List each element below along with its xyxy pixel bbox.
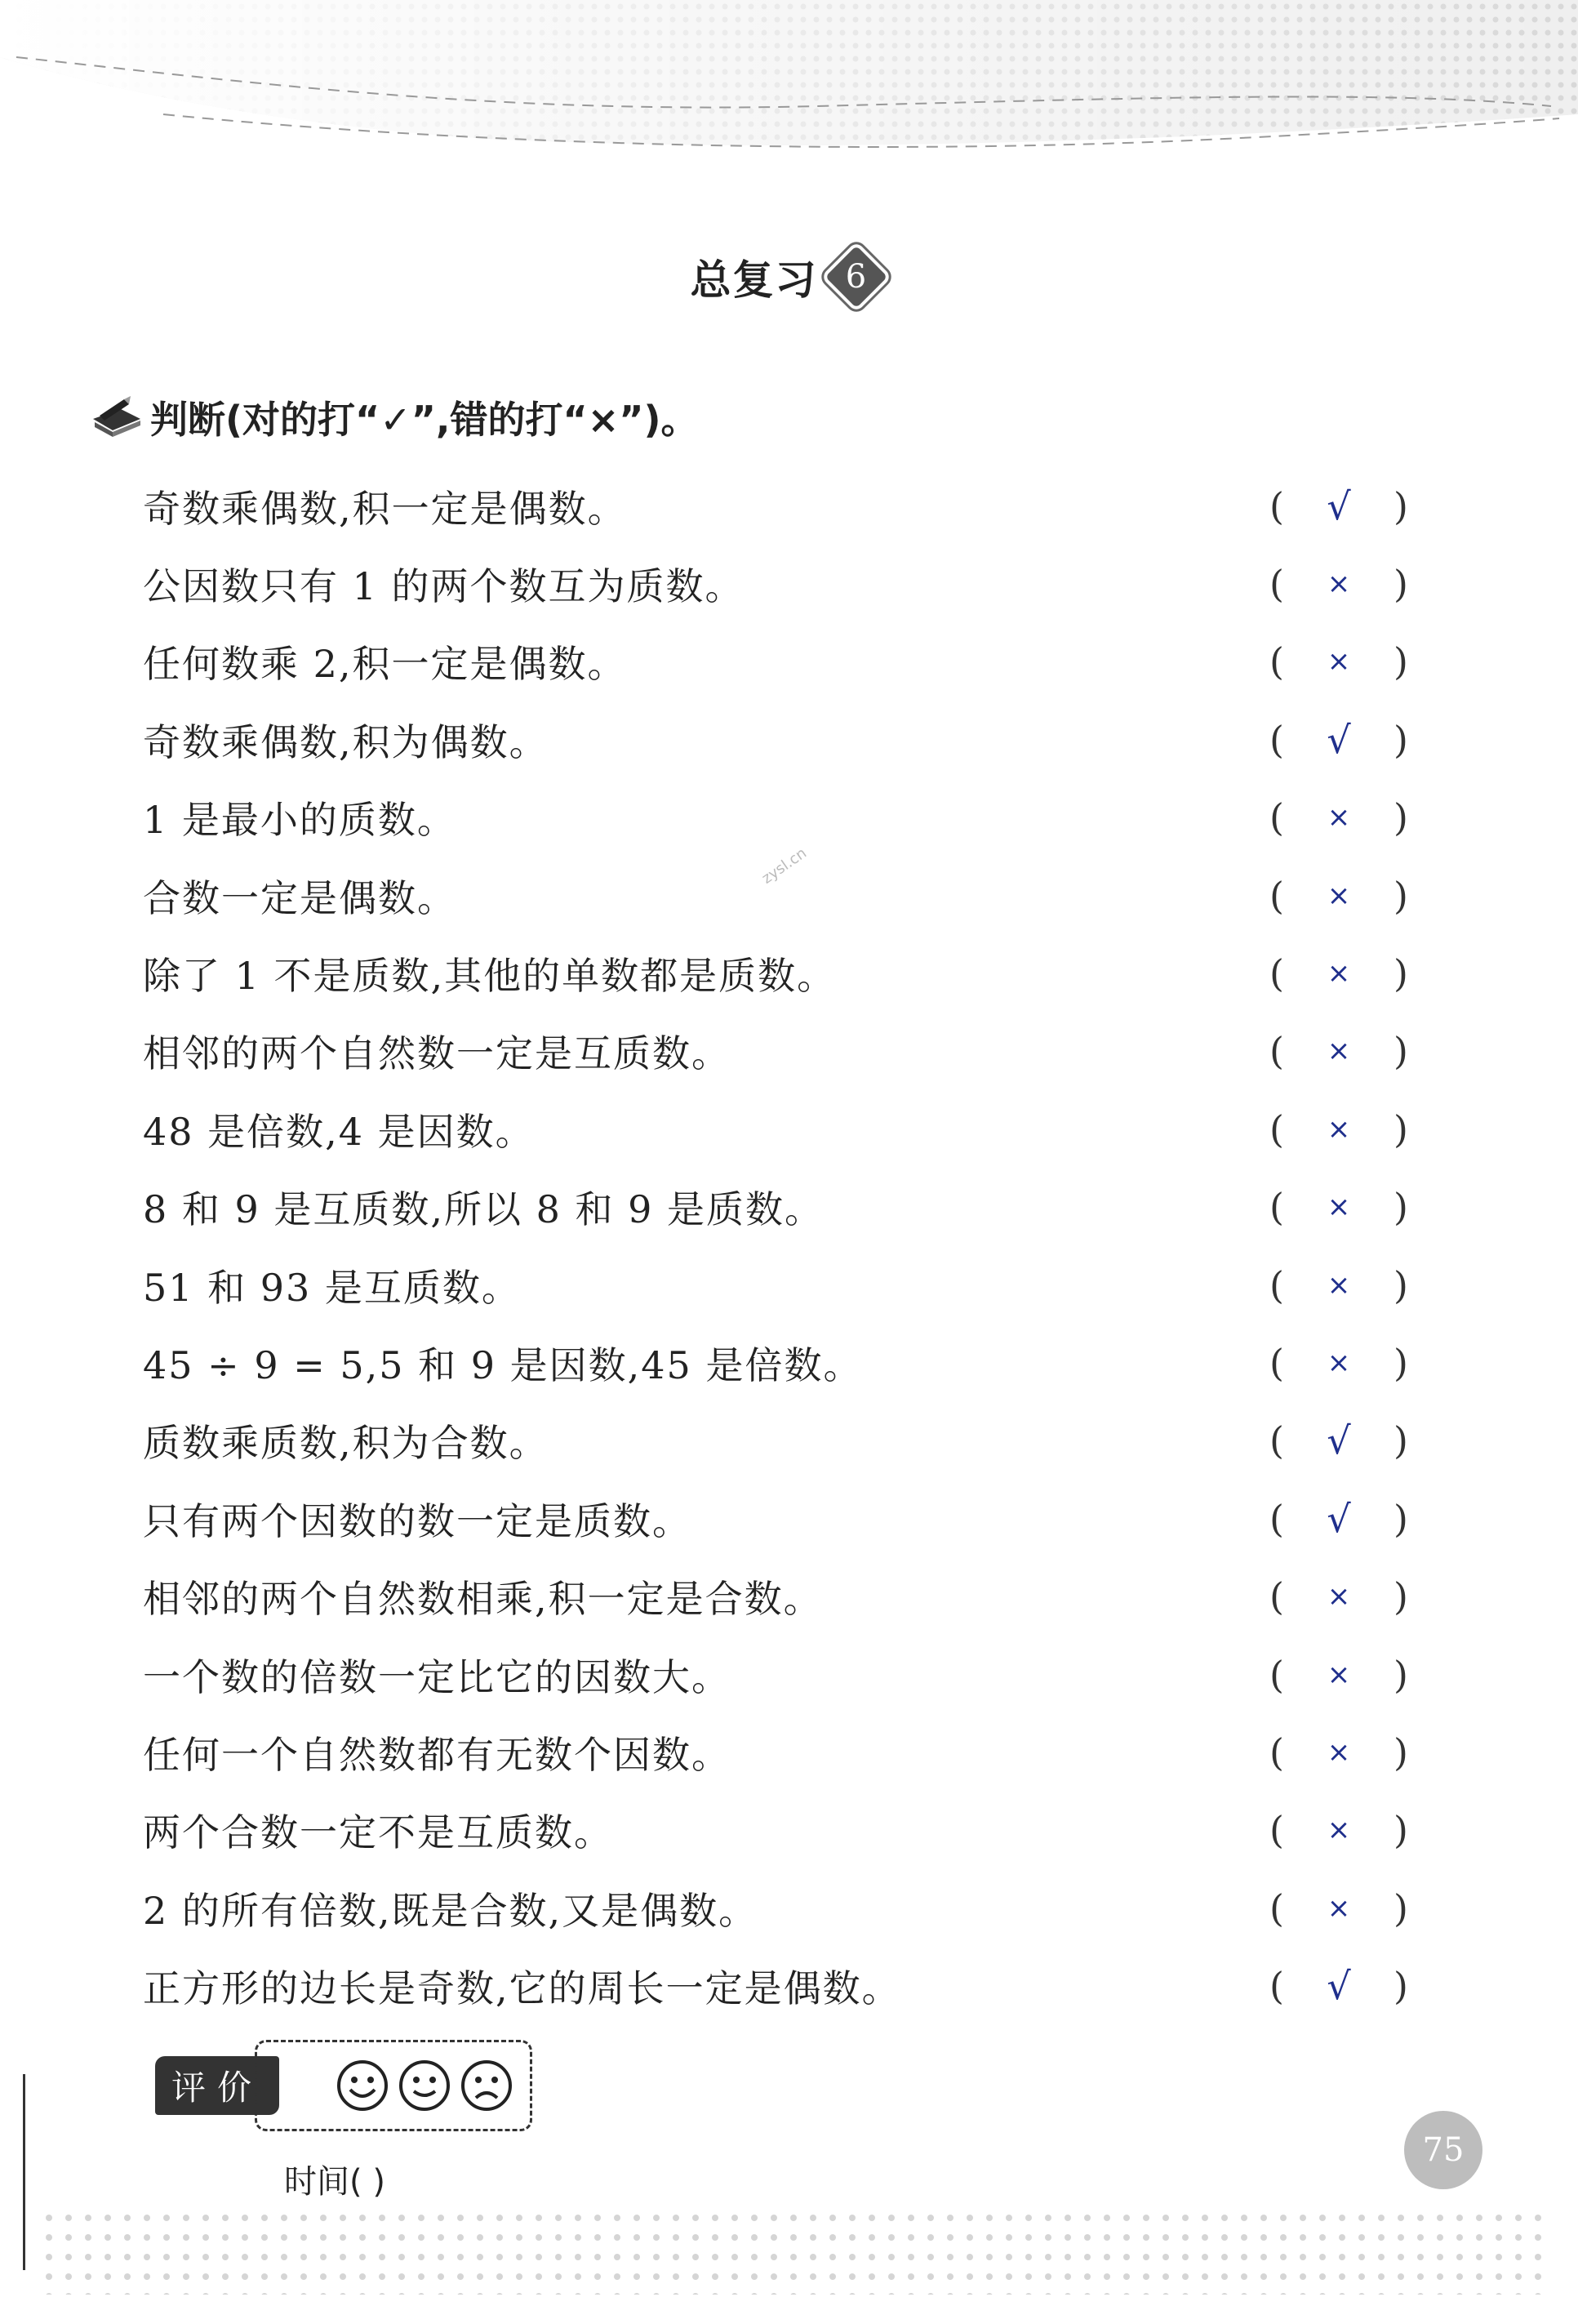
answer-bracket[interactable] (1269, 1713, 1408, 1791)
answer-mark[interactable]: × (1327, 1735, 1351, 1769)
open-paren: ( (1269, 1730, 1284, 1774)
answer-mark[interactable]: × (1327, 1814, 1351, 1847)
statement-text: 8 和 9 是互质数,所以 8 和 9 是质数。 (143, 1187, 825, 1232)
instruction-line (88, 390, 699, 444)
statement-text: 相邻的两个自然数一定是互质数。 (143, 1031, 731, 1076)
close-paren: ) (1394, 1185, 1408, 1230)
answer-mark[interactable]: × (1327, 879, 1351, 912)
close-paren: ) (1394, 1885, 1408, 1930)
open-paren: ( (1269, 717, 1284, 762)
open-paren: ( (1269, 562, 1284, 607)
frown-icon[interactable] (460, 2059, 513, 2113)
open-paren: ( (1269, 1964, 1284, 2009)
statement-text: 相邻的两个自然数相乘,积一定是合数。 (143, 1577, 823, 1622)
close-paren: ) (1394, 1574, 1408, 1619)
answer-bracket[interactable] (1269, 1480, 1408, 1557)
list-item (143, 1713, 1416, 1791)
open-paren: ( (1269, 1885, 1284, 1930)
time-field[interactable]: 时间( ) (284, 2163, 385, 2201)
close-paren: ) (1394, 1340, 1408, 1385)
open-paren: ( (1269, 873, 1284, 918)
close-paren: ) (1394, 1262, 1408, 1307)
page-number: 75 (1404, 2111, 1482, 2189)
list-item (143, 1869, 1416, 1947)
answer-bracket[interactable] (1269, 1324, 1408, 1401)
close-paren: ) (1394, 951, 1408, 996)
answer-mark[interactable]: × (1327, 1035, 1351, 1068)
page-title: 总复习 (690, 256, 818, 304)
statement-text: 正方形的边长是奇数,它的周长一定是偶数。 (143, 1966, 901, 2011)
header-wave-decoration (0, 0, 1578, 163)
close-paren: ) (1394, 1808, 1408, 1853)
title-number-badge (825, 245, 888, 309)
answer-mark[interactable]: √ (1327, 717, 1351, 762)
answer-bracket[interactable] (1269, 545, 1408, 622)
close-paren: ) (1394, 1730, 1408, 1774)
open-paren: ( (1269, 1808, 1284, 1853)
close-paren: ) (1394, 873, 1408, 918)
title-badge-number: 6 (845, 258, 867, 296)
list-item (143, 1792, 1416, 1869)
open-paren: ( (1269, 1029, 1284, 1074)
list-item (143, 1090, 1416, 1168)
statement-text: 51 和 93 是互质数。 (143, 1265, 521, 1310)
close-paren: ) (1394, 1496, 1408, 1541)
smile-icon[interactable] (336, 2059, 389, 2113)
open-paren: ( (1269, 1340, 1284, 1385)
statement-text: 2 的所有倍数,既是合数,又是偶数。 (143, 1888, 758, 1933)
list-item (143, 934, 1416, 1012)
list-item (143, 1013, 1416, 1090)
answer-bracket[interactable] (1269, 1090, 1408, 1168)
answer-bracket[interactable] (1269, 467, 1408, 545)
list-item (143, 1636, 1416, 1713)
answer-mark[interactable]: × (1327, 957, 1351, 991)
section-title (0, 245, 1578, 309)
statement-text: 48 是倍数,4 是因数。 (143, 1109, 535, 1154)
statement-text: 除了 1 不是质数,其他的单数都是质数。 (143, 954, 837, 999)
answer-bracket[interactable] (1269, 1792, 1408, 1869)
list-item (143, 467, 1416, 545)
footer-dot-decoration (0, 2188, 1578, 2303)
open-paren: ( (1269, 951, 1284, 996)
answer-mark[interactable]: × (1327, 1891, 1351, 1925)
close-paren: ) (1394, 562, 1408, 607)
answer-mark[interactable]: × (1327, 801, 1351, 835)
open-paren: ( (1269, 795, 1284, 840)
statement-text: 质数乘质数,积为合数。 (143, 1421, 549, 1466)
open-paren: ( (1269, 1185, 1284, 1230)
close-paren: ) (1394, 1106, 1408, 1151)
answer-bracket[interactable] (1269, 1636, 1408, 1713)
statement-text: 两个合数一定不是互质数。 (143, 1810, 613, 1855)
statement-text: 公因数只有 1 的两个数互为质数。 (143, 564, 745, 609)
list-item (143, 1169, 1416, 1246)
list-item (143, 1557, 1416, 1635)
answer-mark[interactable]: √ (1327, 1964, 1351, 2009)
watermark: zysl.cn (758, 844, 810, 888)
list-item (143, 545, 1416, 622)
judgement-list (143, 467, 1416, 2025)
statement-text: 奇数乘偶数,积一定是偶数。 (143, 486, 627, 531)
open-paren: ( (1269, 483, 1284, 528)
answer-bracket[interactable] (1269, 857, 1408, 934)
close-paren: ) (1394, 717, 1408, 762)
answer-mark[interactable]: √ (1327, 483, 1351, 528)
statement-text: 任何数乘 2,积一定是偶数。 (143, 642, 627, 687)
close-paren: ) (1394, 1652, 1408, 1697)
open-paren: ( (1269, 1106, 1284, 1151)
statement-text: 奇数乘偶数,积为偶数。 (143, 719, 549, 764)
answer-bracket[interactable] (1269, 1246, 1408, 1324)
answer-mark[interactable]: √ (1327, 1418, 1351, 1463)
open-paren: ( (1269, 639, 1284, 684)
answer-mark[interactable]: √ (1327, 1496, 1351, 1541)
statement-text: 只有两个因数的数一定是质数。 (143, 1498, 691, 1543)
answer-bracket[interactable] (1269, 779, 1408, 857)
close-paren: ) (1394, 795, 1408, 840)
answer-bracket[interactable] (1269, 1169, 1408, 1246)
statement-text: 1 是最小的质数。 (143, 798, 456, 843)
answer-bracket[interactable] (1269, 1947, 1408, 2024)
statement-text: 合数一定是偶数。 (143, 875, 456, 920)
answer-bracket[interactable] (1269, 701, 1408, 778)
answer-mark[interactable]: × (1327, 1112, 1351, 1146)
open-paren: ( (1269, 1262, 1284, 1307)
close-paren: ) (1394, 1029, 1408, 1074)
statement-text: 45 ÷ 9 = 5,5 和 9 是因数,45 是倍数。 (143, 1342, 863, 1387)
answer-mark[interactable]: × (1327, 1658, 1351, 1691)
answer-mark[interactable]: × (1327, 1191, 1351, 1224)
pencil-book-icon (88, 394, 145, 440)
list-item (143, 1402, 1416, 1480)
close-paren: ) (1394, 1418, 1408, 1463)
close-paren: ) (1394, 483, 1408, 528)
evaluation-box (155, 2040, 532, 2131)
open-paren: ( (1269, 1574, 1284, 1619)
list-item (143, 1480, 1416, 1557)
list-item (143, 623, 1416, 701)
list-item (143, 779, 1416, 857)
close-paren: ) (1394, 639, 1408, 684)
answer-bracket[interactable] (1269, 1869, 1408, 1947)
list-item (143, 1246, 1416, 1324)
answer-bracket[interactable] (1269, 1402, 1408, 1480)
answer-mark[interactable]: × (1327, 568, 1351, 601)
list-item (143, 701, 1416, 778)
faces-box (255, 2040, 532, 2131)
evaluation-label: 评价 (155, 2056, 279, 2115)
smile-icon[interactable] (398, 2059, 451, 2113)
answer-bracket[interactable] (1269, 1013, 1408, 1090)
answer-mark[interactable]: × (1327, 1346, 1351, 1379)
answer-mark[interactable]: × (1327, 1268, 1351, 1302)
open-paren: ( (1269, 1652, 1284, 1697)
answer-bracket[interactable] (1269, 623, 1408, 701)
open-paren: ( (1269, 1496, 1284, 1541)
instruction-text: 判断(对的打“✓”,错的打“×”)。 (150, 398, 699, 442)
answer-mark[interactable]: × (1327, 645, 1351, 679)
answer-bracket[interactable] (1269, 1557, 1408, 1635)
answer-bracket[interactable] (1269, 934, 1408, 1012)
close-paren: ) (1394, 1964, 1408, 2009)
answer-mark[interactable]: × (1327, 1580, 1351, 1614)
list-item (143, 1324, 1416, 1401)
list-item (143, 1947, 1416, 2024)
open-paren: ( (1269, 1418, 1284, 1463)
statement-text: 一个数的倍数一定比它的因数大。 (143, 1654, 731, 1699)
statement-text: 任何一个自然数都有无数个因数。 (143, 1732, 731, 1777)
